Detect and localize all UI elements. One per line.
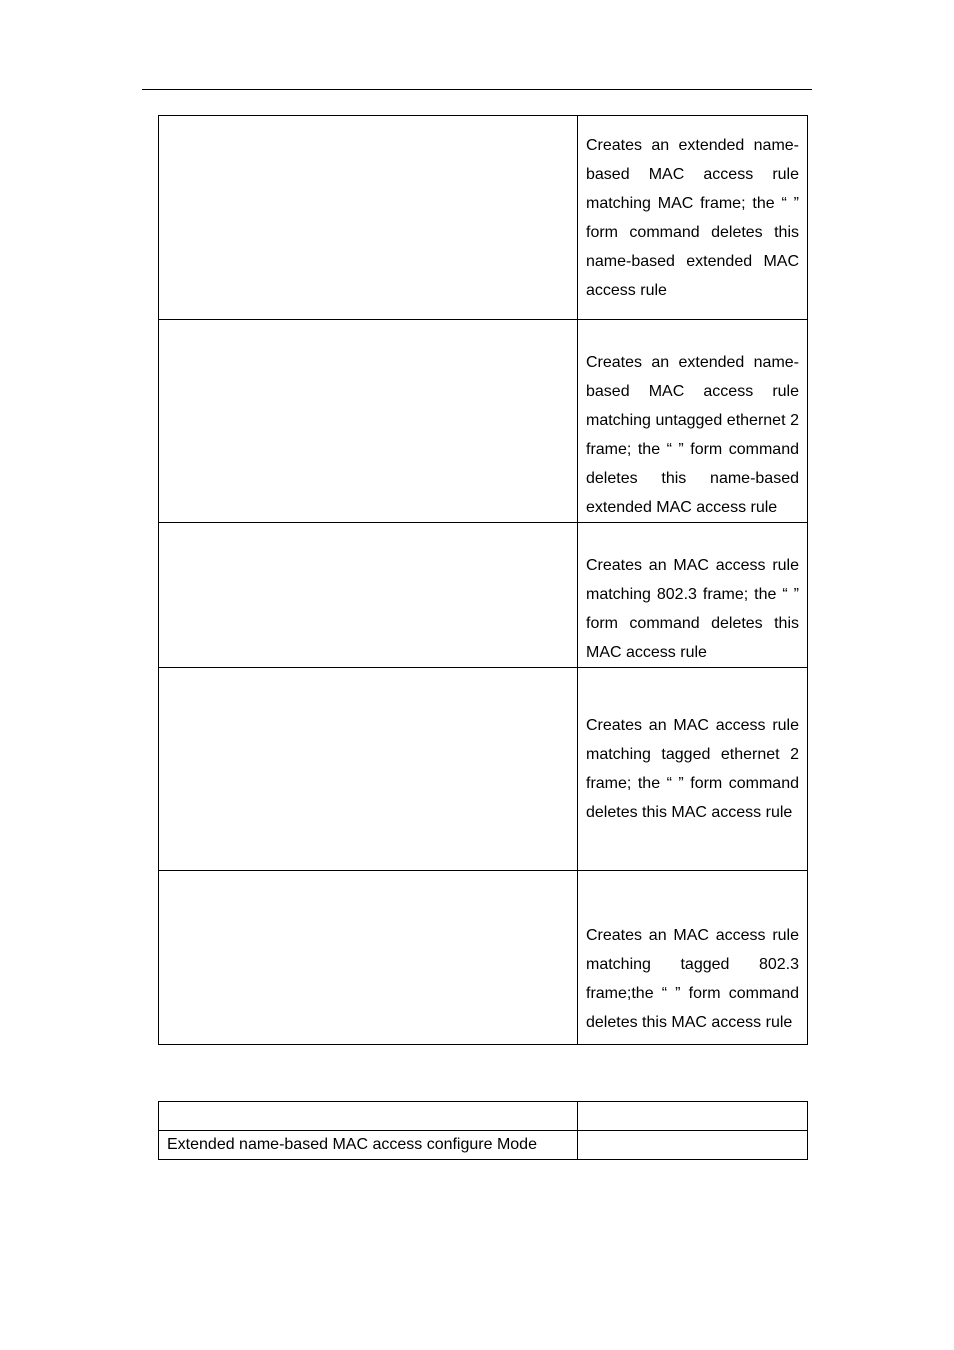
table-row [159, 1102, 808, 1131]
mode-name: Extended name-based MAC access configure Mode [159, 1131, 578, 1160]
mode-table [158, 1101, 808, 1160]
description-text: Creates an MAC access rule matching 802.3 frame; the “ ” form command deletes this MAC access rule [586, 557, 799, 661]
table-row [159, 1131, 808, 1160]
header-rule [142, 89, 812, 90]
table-row [159, 320, 808, 523]
command-cell [159, 320, 578, 523]
description-text: Creates an MAC access rule matching tagged ethernet 2 frame; the “ ” form command deletes this MAC access rule [586, 717, 799, 821]
table-row [159, 871, 808, 1045]
description-cell [578, 523, 808, 668]
description-cell [578, 871, 808, 1045]
description-text: Creates an extended name-based MAC access rule matching untagged ethernet 2 frame; the “ ” form command deletes this name-based extended MAC access rule [586, 354, 799, 516]
table-row [159, 668, 808, 871]
description-cell [578, 320, 808, 523]
command-table [158, 115, 808, 1045]
description-cell [578, 116, 808, 320]
description-text: Creates an extended name-based MAC access rule matching MAC frame; the “ ” form command deletes this name-based extended MAC access rule [586, 136, 799, 299]
command-cell [159, 668, 578, 871]
mode-value [578, 1131, 808, 1160]
mode-header-left [159, 1102, 578, 1131]
command-cell [159, 116, 578, 320]
mode-header-right [578, 1102, 808, 1131]
command-cell [159, 871, 578, 1045]
description-cell [578, 668, 808, 871]
table-row [159, 523, 808, 668]
command-cell [159, 523, 578, 668]
description-text: Creates an MAC access rule matching tagged 802.3 frame;the “ ” form command deletes this MAC access rule [586, 927, 799, 1031]
table-row [159, 116, 808, 320]
